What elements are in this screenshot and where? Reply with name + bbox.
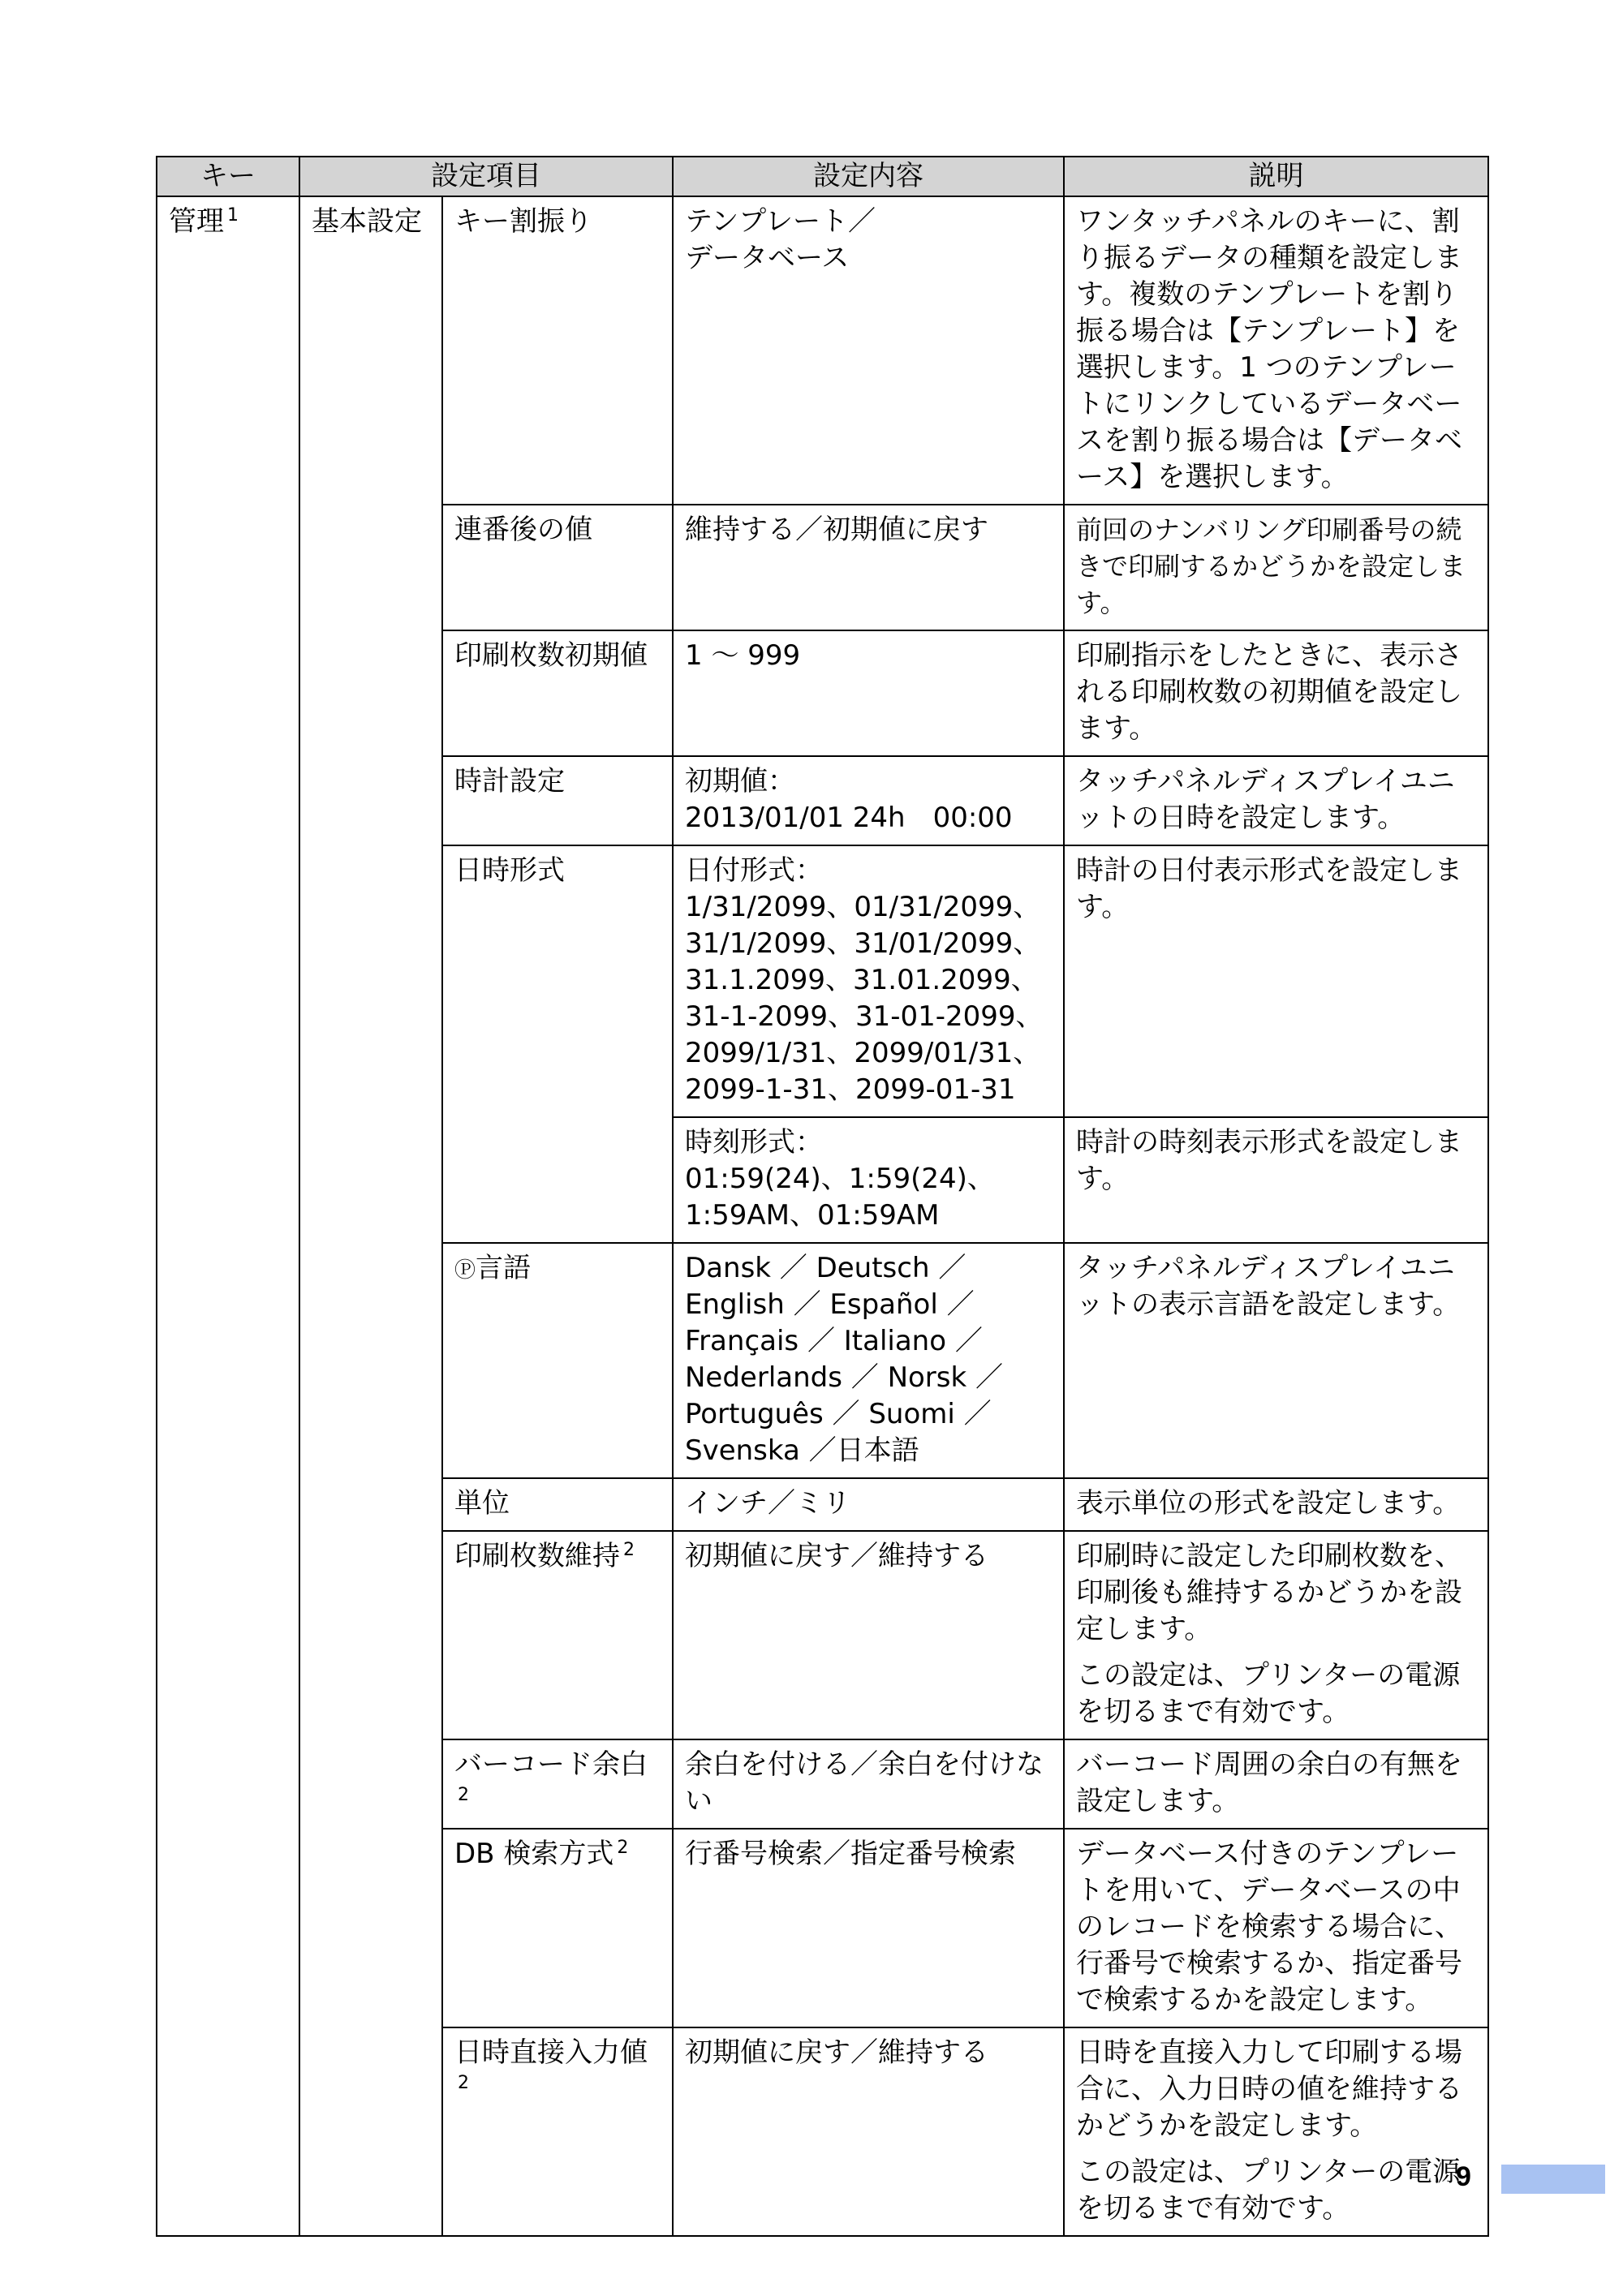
- content-cell: テンプレート／ データベース: [673, 196, 1064, 505]
- item-cell: 連番後の値: [442, 505, 673, 630]
- description-cell: 日時を直接入力して印刷する場合に、入力日時の値を維持するかどうかを設定します。 この設定は、プリンターの電源を切るまで有効です。: [1064, 2027, 1488, 2236]
- content-cell: 初期値に戻す／維持する: [673, 1531, 1064, 1739]
- item-cell: [442, 2027, 673, 2236]
- table-row: [157, 196, 1488, 505]
- content-cell: 日付形式： 1/31/2099、01/31/2099、 31/1/2099、31/01/2099、 31.1.2099、31.01.2099、 31-1-2099、31-01-2099、 2099/1/31、2099/01/31、 2099-1-31、2099-01-31: [673, 845, 1064, 1117]
- header-item: 設定項目: [299, 157, 673, 196]
- item-cell: [442, 1739, 673, 1829]
- group-cell: 基本設定: [299, 196, 442, 2236]
- description-cell: 前回のナンバリング印刷番号の続きで印刷するかどうかを設定します。: [1064, 505, 1488, 630]
- page-number: 9: [1456, 2161, 1471, 2192]
- settings-table: [156, 156, 1489, 2237]
- item-cell: [442, 1243, 673, 1478]
- content-cell: 1 ～ 999: [673, 630, 1064, 756]
- content-cell: 時刻形式： 01:59(24)、1:59(24)、 1:59AM、01:59AM: [673, 1117, 1064, 1243]
- description-cell: タッチパネルディスプレイユニットの日時を設定します。: [1064, 756, 1488, 845]
- content-cell: インチ／ミリ: [673, 1478, 1064, 1531]
- content-cell: 初期値に戻す／維持する: [673, 2027, 1064, 2236]
- content-cell: 維持する／初期値に戻す: [673, 505, 1064, 630]
- key-cell: [157, 196, 299, 2236]
- item-cell: [442, 1829, 673, 2027]
- content-cell: Dansk ／ Deutsch ／ English ／ Español ／ Français ／ Italiano ／ Nederlands ／ Norsk ／ Português ／ Suomi ／ Svenska ／日本語: [673, 1243, 1064, 1478]
- description-cell: 印刷時に設定した印刷枚数を、印刷後も維持するかどうかを設定します。 この設定は、プリンターの電源を切るまで有効です。: [1064, 1531, 1488, 1739]
- item-cell: 時計設定: [442, 756, 673, 845]
- item-label: 言語: [476, 1252, 532, 1284]
- content-cell: 初期値： 2013/01/01 24h 00:00: [673, 756, 1064, 845]
- header-row: [157, 157, 1488, 196]
- printer-glyph-icon: Ⓟ: [454, 1258, 476, 1283]
- description-cell: データベース付きのテンプレートを用いて、データベースの中のレコードを検索する場合に、行番号で検索するか、指定番号で検索するかを設定します。: [1064, 1829, 1488, 2027]
- description-cell: 時計の日付表示形式を設定します。: [1064, 845, 1488, 1117]
- item-cell: キー割振り: [442, 196, 673, 505]
- item-cell: 日時形式: [442, 845, 673, 1243]
- description-cell: 印刷指示をしたときに、表示される印刷枚数の初期値を設定します。: [1064, 630, 1488, 756]
- description-cell: 表示単位の形式を設定します。: [1064, 1478, 1488, 1531]
- footnote-marker: 2: [458, 1785, 469, 1805]
- item-cell: 印刷枚数初期値: [442, 630, 673, 756]
- footnote-marker: 2: [458, 2073, 469, 2093]
- item-cell: 単位: [442, 1478, 673, 1531]
- content-cell: 行番号検索／指定番号検索: [673, 1829, 1064, 2027]
- item-cell: [442, 1531, 673, 1739]
- description-cell: バーコード周囲の余白の有無を設定します。: [1064, 1739, 1488, 1829]
- footnote-marker: 2: [617, 1838, 629, 1858]
- header-description: 説明: [1064, 157, 1488, 196]
- footnote-marker: 1: [227, 205, 239, 226]
- item-label: バーコード余白: [454, 1748, 648, 1781]
- key-label: 管理: [169, 205, 224, 238]
- description-cell: 時計の時刻表示形式を設定します。: [1064, 1117, 1488, 1243]
- item-label: 日時直接入力値: [454, 2036, 648, 2069]
- header-content: 設定内容: [673, 157, 1064, 196]
- description-cell: ワンタッチパネルのキーに、割り振るデータの種類を設定します。複数のテンプレートを割り振る場合は【テンプレート】を選択します。1 つのテンプレートにリンクしているデータベースを割り振る場合は【データベース】を選択します。: [1064, 196, 1488, 505]
- item-label: 印刷枚数維持: [454, 1540, 620, 1572]
- header-key: キー: [157, 157, 299, 196]
- content-cell: 余白を付ける／余白を付けない: [673, 1739, 1064, 1829]
- page-tab-marker: [1501, 2165, 1605, 2194]
- description-cell: タッチパネルディスプレイユニットの表示言語を設定します。: [1064, 1243, 1488, 1478]
- item-label: DB 検索方式: [454, 1838, 614, 1870]
- footnote-marker: 2: [623, 1540, 635, 1560]
